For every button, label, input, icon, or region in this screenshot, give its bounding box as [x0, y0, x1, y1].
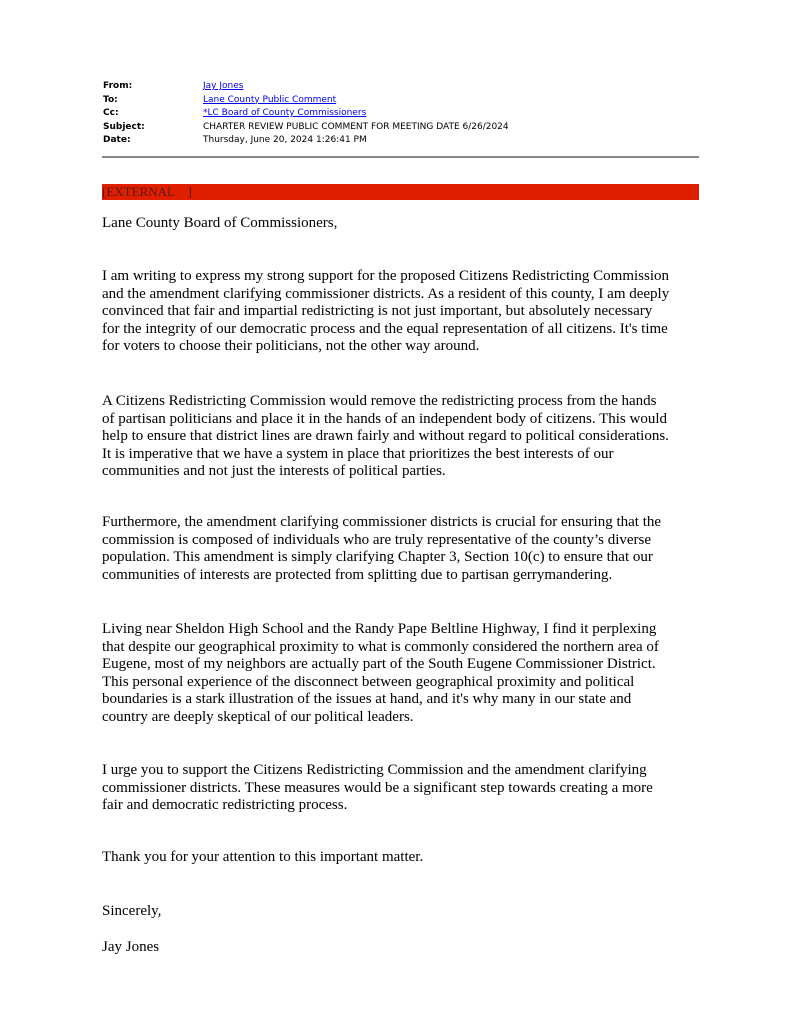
date-row: [103, 134, 509, 148]
line: population. This amendment is simply clarifying Chapter 3, Section 10(c) to ensure that our: [102, 549, 653, 566]
cc-row: [103, 107, 509, 121]
header-divider: [102, 156, 699, 158]
line: communities of interests are protected from splitting due to partisan gerrymandering.: [102, 566, 613, 583]
subject-label: Subject:: [103, 121, 145, 132]
line: This personal experience of the disconnect between geographical proximity and political: [102, 673, 635, 690]
line: communities and not just the interests of political parties.: [102, 463, 446, 480]
thanks-line: Thank you for your attention to this important matter.: [102, 849, 424, 865]
line: for voters to choose their politicians, not the other way around.: [102, 338, 480, 355]
email-header: [103, 80, 509, 148]
external-banner: [EXTERNAL ]: [102, 184, 699, 200]
subject-value: CHARTER REVIEW PUBLIC COMMENT FOR MEETING DATE 6/26/2024: [203, 121, 509, 132]
greeting: Lane County Board of Commissioners,: [102, 215, 338, 231]
to-label: To:: [103, 94, 118, 105]
line: help to ensure that district lines are drawn fairly and without regard to political considerations.: [102, 428, 669, 445]
line: Eugene, most of my neighbors are actually part of the South Eugene Commissioner District.: [102, 656, 656, 673]
line: country are deeply skeptical of our political leaders.: [102, 708, 414, 725]
date-value: Thursday, June 20, 2024 1:26:41 PM: [203, 135, 367, 146]
paragraph-4: [102, 621, 659, 727]
line: Furthermore, the amendment clarifying commissioner districts is crucial for ensuring that the: [102, 514, 662, 530]
from-row: [103, 80, 509, 94]
to-link[interactable]: Lane County Public Comment: [203, 94, 337, 105]
date-label: Date:: [103, 135, 131, 146]
line: Living near Sheldon High School and the Randy Pape Beltline Highway, I find it perplexing: [102, 621, 657, 637]
from-link[interactable]: Jay Jones: [203, 81, 244, 91]
line: of partisan politicians and place it in the hands of an independent body of citizens. This would: [102, 410, 668, 427]
line: and the amendment clarifying commissioner districts. As a resident of this county, I am deeply: [102, 285, 670, 302]
line: that despite our geographical proximity to what is commonly considered the northern area of: [102, 638, 659, 655]
paragraph-5: [102, 762, 653, 815]
line: for the integrity of our democratic process and the equal representation of all citizens. It's time: [102, 320, 668, 337]
cc-label: Cc:: [103, 108, 119, 119]
line: commissioner districts. These measures would be a significant step towards creating a more: [102, 779, 653, 796]
line: commission is composed of individuals who are truly representative of the county’s diverse: [102, 531, 652, 548]
to-row: [103, 94, 509, 108]
line: A Citizens Redistricting Commission would remove the redistricting process from the hands: [102, 393, 657, 409]
subject-row: [103, 121, 509, 135]
paragraph-3: [102, 514, 661, 584]
line: convinced that fair and impartial redistricting is not just important, but absolutely necessary: [102, 303, 653, 320]
line: fair and democratic redistricting process.: [102, 797, 348, 814]
paragraph-1: [102, 268, 669, 356]
line: I urge you to support the Citizens Redistricting Commission and the amendment clarifying: [102, 762, 647, 778]
closing: Sincerely,: [102, 903, 162, 919]
paragraph-2: [102, 393, 669, 481]
cc-link[interactable]: *LC Board of County Commissioners: [203, 108, 367, 119]
signature: Jay Jones: [102, 939, 160, 955]
line: boundaries is a stark illustration of the issues at hand, and it's why many in our state and: [102, 691, 632, 708]
line: It is imperative that we have a system in place that prioritizes the best interests of our: [102, 445, 614, 462]
from-label: From:: [103, 81, 133, 91]
line: I am writing to express my strong support for the proposed Citizens Redistricting Commission: [102, 268, 670, 284]
